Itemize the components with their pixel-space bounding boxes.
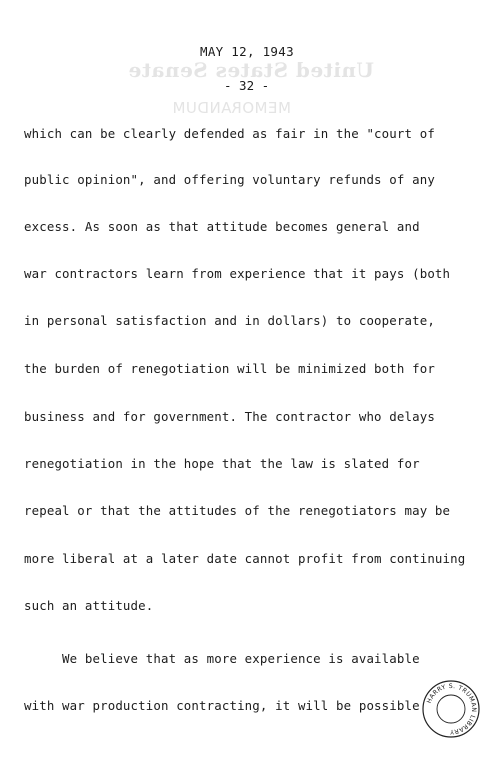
body-line: more liberal at a later date cannot profit from continuing [24,551,466,566]
library-stamp-icon [421,679,481,739]
page-number: - 32 - [224,78,270,93]
body-line: excess. As soon as that attitude becomes general and [24,219,420,234]
document-date: MAY 12, 1943 [200,44,294,59]
body-line: such an attitude. [24,598,154,613]
body-line: repeal or that the attitudes of the renegotiators may be [24,503,451,518]
body-line: which can be clearly defended as fair in the "court of [24,126,435,141]
body-line: business and for government. The contractor who delays [24,409,435,424]
body-line: in personal satisfaction and in dollars) to cooperate, [24,313,435,328]
body-line: war contractors learn from experience that it pays (both [24,266,451,281]
memorandum-bleedthrough: MEMORANDUM [172,99,291,117]
body-line: with war production contracting, it will be possible [24,698,420,713]
stamp-text: HARRY S. TRUMAN LIBRARY [425,682,478,736]
body-line: the burden of renegotiation will be minimized both for [24,361,435,376]
letterhead-bleedthrough: United States Senate [128,58,374,82]
body-line: public opinion", and offering voluntary refunds of any [24,172,435,187]
body-line: renegotiation in the hope that the law is slated for [24,456,420,471]
body-line: We believe that as more experience is available [24,651,420,666]
